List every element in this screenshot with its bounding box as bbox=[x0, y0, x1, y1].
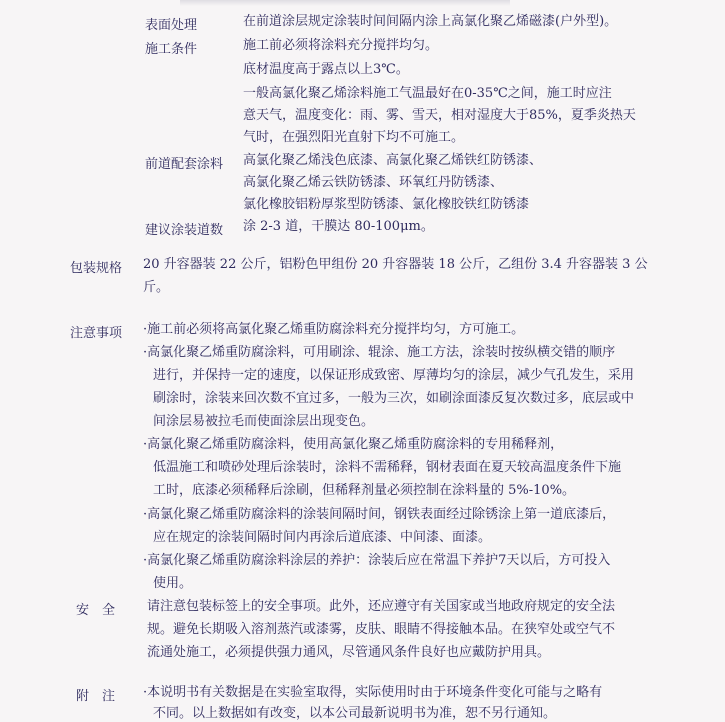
conditions-line: 一般高氯化聚乙烯涂料施工气温最好在0-35℃之间，施工时应注 bbox=[243, 86, 612, 101]
precautions-line: 低温施工和喷砂处理后涂装时，涂料不需稀释，钢材表面在夏天较高温度条件下施 bbox=[153, 460, 622, 475]
appendix-line: 不同。以上数据如有改变，以本公司最新说明书为准，恕不另行通知。 bbox=[153, 706, 557, 721]
safety-line: 规。避免长期吸入溶剂蒸汽或漆雾，皮肤、眼睛不得接触本品。在狭窄处或空气不 bbox=[147, 622, 616, 637]
construction-conditions-label: 施工条件 bbox=[145, 42, 198, 57]
conditions-line: 底材温度高于露点以上3℃。 bbox=[243, 62, 409, 77]
precautions-line: ·高氯化聚乙烯重防腐涂料涂层的养护：涂装后应在常温下养护7天以后，方可投入 bbox=[143, 553, 611, 568]
precautions-label: 注意事项 bbox=[70, 326, 123, 341]
previous-coat-line: 高氯化聚乙烯浅色底漆、高氯化聚乙烯铁红防锈漆、 bbox=[243, 153, 543, 168]
previous-coat-label: 前道配套涂料 bbox=[145, 157, 224, 172]
appendix-line: ·本说明书有关数据是在实验室取得，实际使用时由于环境条件变化可能与之略有 bbox=[143, 685, 603, 700]
precautions-line: 进行，并保持一定的速度，以保证形成致密、厚薄均匀的涂层，减少气孔发生，采用 bbox=[153, 368, 635, 383]
precautions-line: ·高氯化聚乙烯重防腐涂料，使用高氯化聚乙烯重防腐涂料的专用稀释剂， bbox=[143, 437, 564, 452]
precautions-line: 工时，底漆必须稀释后涂刷，但稀释剂量必须控制在涂料量的 5%-10%。 bbox=[153, 483, 576, 498]
precautions-line: ·高氯化聚乙烯重防腐涂料，可用刷涂、辊涂、施工方法，涂装时按纵横交错的顺序 bbox=[143, 345, 616, 360]
previous-coat-line: 氯化橡胶铝粉厚浆型防锈漆、氯化橡胶铁红防锈漆 bbox=[243, 197, 530, 212]
precautions-line: 刷涂时，涂装来回次数不宜过多，一般为三次，如刷涂面漆反复次数过多，底层或中 bbox=[153, 391, 635, 406]
packaging-label: 包装规格 bbox=[70, 261, 123, 276]
safety-line: 请注意包装标签上的安全事项。此外，还应遵守有关国家或当地政府规定的安全法 bbox=[147, 599, 616, 614]
safety-label: 安 全 bbox=[76, 603, 116, 618]
precautions-line: ·施工前必须将高氯化聚乙烯重防腐涂料充分搅拌均匀，方可施工。 bbox=[143, 322, 525, 337]
conditions-line: 施工前必须将涂料充分搅拌均匀。 bbox=[243, 38, 439, 53]
packaging-line: 20 升容器装 22 公斤，铝粉色甲组份 20 升容器装 18 公斤，乙组份 3.4 升容器装 3 公 bbox=[143, 257, 648, 272]
precautions-line: 应在规定的涂装间隔时间内再涂后道底漆、中间漆、面漆。 bbox=[153, 530, 492, 545]
previous-coat-line: 高氯化聚乙烯云铁防锈漆、环氧红丹防锈漆、 bbox=[243, 175, 504, 190]
conditions-line: 意天气，温度变化：雨、雾、雪天，相对湿度大于85%，夏季炎热天 bbox=[243, 108, 636, 123]
scan-top-edge bbox=[180, 0, 510, 6]
coating-passes-text: 涂 2-3 道，干膜达 80-100μm。 bbox=[243, 219, 434, 234]
surface-treatment-text: 在前道涂层规定涂装时间间隔内涂上高氯化聚乙烯磁漆(户外型)。 bbox=[243, 14, 618, 29]
coating-passes-label: 建议涂装道数 bbox=[145, 223, 224, 238]
surface-treatment-label: 表面处理 bbox=[145, 18, 198, 33]
packaging-line: 斤。 bbox=[143, 280, 170, 295]
appendix-label: 附 注 bbox=[76, 689, 116, 704]
precautions-line: ·高氯化聚乙烯重防腐涂料的涂装间隔时间，钢铁表面经过除锈涂上第一道底漆后， bbox=[143, 507, 616, 522]
precautions-line: 使用。 bbox=[153, 576, 193, 591]
safety-line: 流通处施工，必须提供强力通风，尽管通风条件良好也应戴防护用具。 bbox=[147, 645, 551, 660]
precautions-line: 间涂层易被拉毛而使面涂层出现变色。 bbox=[153, 414, 375, 429]
conditions-line: 气时，在强烈阳光直射下均不可施工。 bbox=[243, 130, 465, 145]
